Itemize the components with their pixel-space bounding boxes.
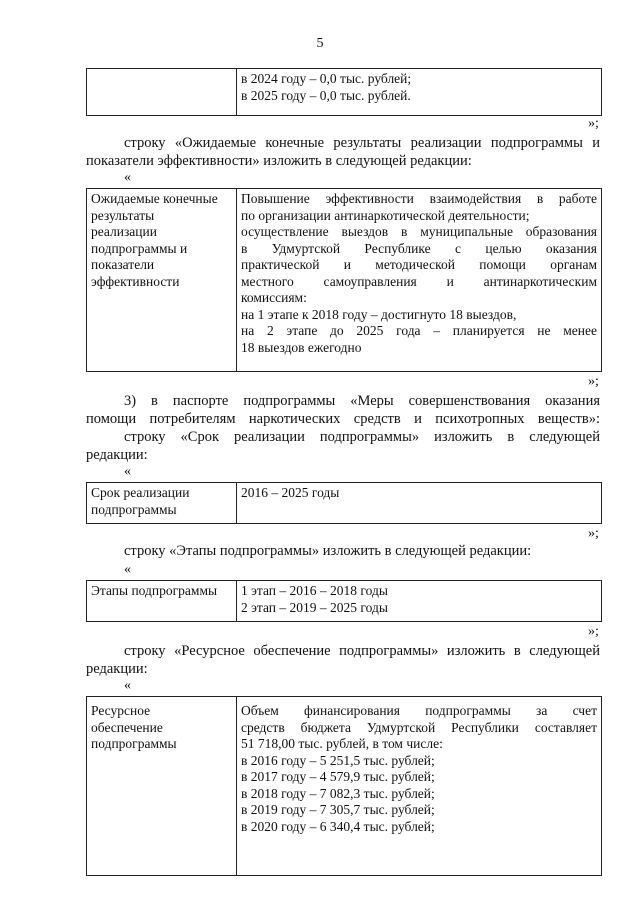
paragraph-stages: [124, 542, 600, 560]
table-line: подпрограммы: [91, 736, 177, 751]
table-line: результаты: [91, 207, 155, 223]
table-line: на 2 этапе до 2025 года – планируется не менее: [241, 323, 597, 338]
table-line: подпрограммы: [91, 501, 177, 517]
table-line: 51 718,00 тыс. рублей, в том числе:: [241, 736, 443, 751]
paragraph-line: строку «Ресурсное обеспечение подпрограммы» изложить в следующей: [124, 643, 600, 659]
table-right-cell: [237, 483, 601, 523]
table-line: обеспечение: [91, 719, 163, 735]
paragraph-line: помощи потребителям наркотических средств и психотропных веществ»:: [86, 411, 600, 427]
opening-quote: «: [124, 170, 131, 185]
table-line: в 2018 году – 7 082,3 тыс. рублей;: [241, 785, 435, 801]
table-line: Повышение эффективности взаимодействия в работе: [241, 191, 597, 206]
table-funding-tail: [86, 68, 602, 116]
opening-quote: «: [124, 678, 131, 693]
table-stages: [86, 580, 602, 622]
paragraph-expected-results: [86, 134, 600, 170]
opening-quote: «: [124, 562, 131, 577]
table-right-cell: [237, 69, 601, 115]
closing-quote: »;: [588, 624, 599, 639]
table-line: Этапы подпрограммы: [91, 583, 218, 598]
paragraph-line: показатели эффективности» изложить в следующей редакции:: [86, 153, 472, 169]
table-line: в 2016 году – 5 251,5 тыс. рублей;: [241, 752, 435, 768]
table-line: по организации антинаркотической деятельности;: [241, 207, 530, 223]
table-left-cell: [87, 581, 237, 621]
table-right-cell: [237, 189, 601, 371]
closing-quote: »;: [588, 116, 599, 131]
paragraph-line: 3) в паспорте подпрограммы «Меры совершенствования оказания: [124, 393, 600, 409]
table-line: в 2020 году – 6 340,4 тыс. рублей;: [241, 818, 435, 834]
table-line: местного самоуправления и антинаркотическим: [241, 273, 597, 289]
opening-quote: «: [124, 464, 131, 479]
paragraph-line: редакции:: [86, 447, 148, 463]
table-line: в 2024 году – 0,0 тыс. рублей;: [241, 71, 412, 86]
table-line: Объем финансирования подпрограммы за счет: [241, 703, 597, 718]
table-line: в Удмуртской Республике с целью оказания: [241, 240, 597, 256]
table-left-cell: [87, 697, 237, 875]
table-line: 2016 – 2025 годы: [241, 485, 340, 500]
table-line: показатели: [91, 257, 155, 272]
table-left-cell: [87, 189, 237, 371]
table-resources: [86, 696, 602, 876]
table-line: комиссиям:: [241, 290, 307, 305]
paragraph-line: строку «Этапы подпрограммы» изложить в следующей редакции:: [124, 543, 532, 559]
table-right-cell: [237, 697, 601, 875]
table-line: в 2019 году – 7 305,7 тыс. рублей;: [241, 802, 435, 817]
table-implementation-period: [86, 482, 602, 524]
table-line: Срок реализации: [91, 485, 190, 500]
closing-quote: »;: [588, 374, 599, 389]
table-line: в 2025 году – 0,0 тыс. рублей.: [241, 87, 411, 103]
paragraph-line: редакции:: [86, 661, 148, 677]
paragraph-line: строку «Срок реализации подпрограммы» изложить в следующей: [124, 429, 600, 445]
closing-quote: »;: [588, 526, 599, 541]
page-number: 5: [316, 36, 324, 51]
table-line: 1 этап – 2016 – 2018 годы: [241, 583, 388, 598]
table-expected-results: [86, 188, 602, 372]
table-line: практической и методической помощи органам: [241, 257, 597, 272]
table-left-cell: [87, 69, 237, 115]
paragraph-passport: [86, 392, 600, 464]
table-line: в 2017 году – 4 579,9 тыс. рублей;: [241, 769, 435, 784]
table-left-cell: [87, 483, 237, 523]
table-line: на 1 этапе к 2018 году – достигнуто 18 выездов,: [241, 306, 517, 322]
paragraph-resources: [86, 642, 600, 678]
table-right-cell: [237, 581, 601, 621]
paragraph-line: строку «Ожидаемые конечные результаты реализации подпрограммы и: [124, 135, 600, 151]
table-line: 18 выездов ежегодно: [241, 339, 362, 355]
table-line: эффективности: [91, 273, 180, 289]
table-line: средств бюджета Удмуртской Республики составляет: [241, 719, 597, 735]
table-line: реализации: [91, 224, 157, 239]
table-line: осуществление выездов в муниципальные образования: [241, 224, 597, 239]
table-line: Ожидаемые конечные: [91, 191, 218, 206]
table-line: Ресурсное: [91, 703, 151, 718]
table-line: 2 этап – 2019 – 2025 годы: [241, 599, 388, 615]
table-line: подпрограммы и: [91, 240, 188, 256]
